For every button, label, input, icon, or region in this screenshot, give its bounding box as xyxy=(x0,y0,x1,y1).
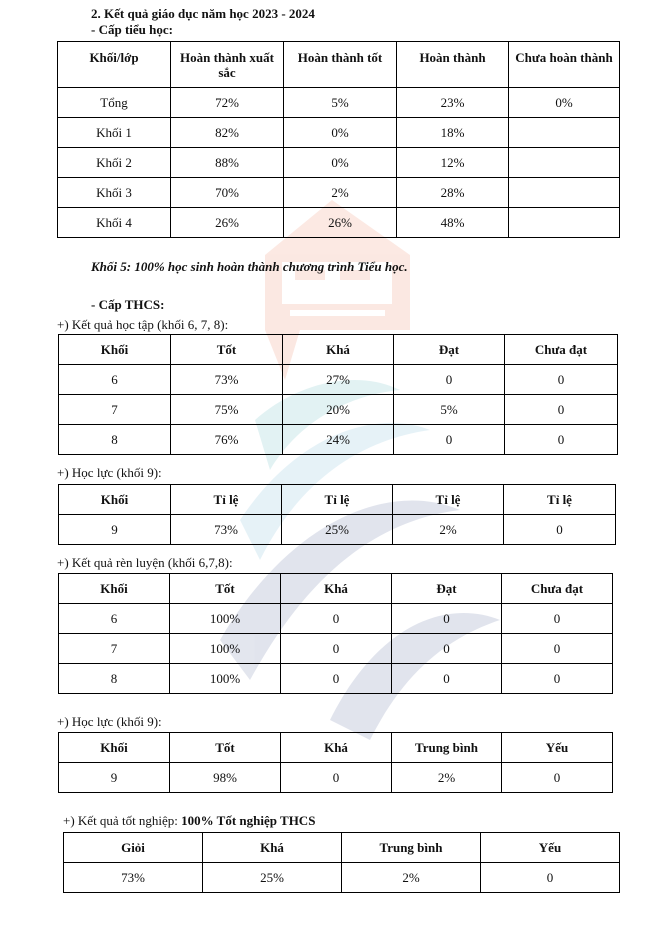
table-cell: 0 xyxy=(281,664,392,694)
header-cell: Khá xyxy=(283,335,394,365)
table-cell: 0 xyxy=(502,664,613,694)
header-cell: Khối xyxy=(59,574,170,604)
table-cell: 27% xyxy=(283,365,394,395)
table-cell: Khối 3 xyxy=(58,178,171,208)
table-cell: 0% xyxy=(509,88,620,118)
table-cell: 25% xyxy=(282,515,393,545)
table-cell: 72% xyxy=(171,88,284,118)
header-cell: Trung bình xyxy=(392,733,502,763)
graduation-caption-prefix: +) Kết quả tốt nghiệp: xyxy=(63,813,182,828)
table-row xyxy=(59,763,613,793)
table-cell: 2% xyxy=(392,763,502,793)
table-row xyxy=(58,88,620,118)
table-cell: 0 xyxy=(281,604,392,634)
graduation-caption xyxy=(63,813,315,829)
table-cell: 0% xyxy=(284,118,397,148)
table-cell: 73% xyxy=(171,515,282,545)
table-header-row xyxy=(59,485,616,515)
header-cell: Tỉ lệ xyxy=(282,485,393,515)
header-cell: Khối xyxy=(59,485,171,515)
table-row xyxy=(64,863,620,893)
header-cell: Chưa hoàn thành xyxy=(509,42,620,88)
table-cell: 7 xyxy=(59,395,171,425)
primary-results-table xyxy=(57,41,620,238)
table-row xyxy=(58,148,620,178)
header-cell: Khá xyxy=(281,733,392,763)
table-cell: 0 xyxy=(281,634,392,664)
table-cell: 2% xyxy=(284,178,397,208)
academic-g9-caption: +) Học lực (khối 9): xyxy=(57,465,162,480)
graduation-caption-bold: 100% Tốt nghiệp THCS xyxy=(181,813,316,828)
header-cell: Tốt xyxy=(170,733,281,763)
table-cell: 76% xyxy=(171,425,283,455)
table-cell: 0 xyxy=(505,365,618,395)
table-cell: 100% xyxy=(170,604,281,634)
table-cell: 25% xyxy=(203,863,342,893)
table-cell: 0 xyxy=(392,604,502,634)
table-cell: 0 xyxy=(281,763,392,793)
table-cell: 9 xyxy=(59,515,171,545)
table-cell xyxy=(509,118,620,148)
table-cell: 0 xyxy=(505,425,618,455)
primary-note: Khối 5: 100% học sinh hoàn thành chương trình Tiểu học. xyxy=(91,259,408,274)
primary-heading: - Cấp tiểu học: xyxy=(91,22,173,37)
section-title: 2. Kết quả giáo dục năm học 2023 - 2024 xyxy=(91,6,315,21)
header-cell: Giỏi xyxy=(64,833,203,863)
table-cell: 8 xyxy=(59,425,171,455)
header-cell: Yếu xyxy=(481,833,620,863)
header-cell: Hoàn thành tốt xyxy=(284,42,397,88)
table-cell: 98% xyxy=(170,763,281,793)
table-cell: 0 xyxy=(392,634,502,664)
table-cell: 0 xyxy=(392,664,502,694)
table-cell: 24% xyxy=(283,425,394,455)
table-cell: 12% xyxy=(397,148,509,178)
table-cell: 48% xyxy=(397,208,509,238)
header-cell: Tỉ lệ xyxy=(171,485,282,515)
header-cell: Yếu xyxy=(502,733,613,763)
table-cell: 0 xyxy=(504,515,616,545)
table-row xyxy=(59,664,613,694)
academic-g9-table xyxy=(58,484,616,545)
table-cell: 0 xyxy=(502,634,613,664)
table-cell xyxy=(509,148,620,178)
table-row xyxy=(59,634,613,664)
header-cell: Trung bình xyxy=(342,833,481,863)
header-cell: Đạt xyxy=(394,335,505,365)
table-cell: 2% xyxy=(393,515,504,545)
table-row xyxy=(59,604,613,634)
table-cell: 0 xyxy=(394,425,505,455)
header-cell: Tốt xyxy=(170,574,281,604)
table-cell: Tổng xyxy=(58,88,171,118)
table-cell xyxy=(509,208,620,238)
table-cell: Khối 4 xyxy=(58,208,171,238)
header-cell: Chưa đạt xyxy=(505,335,618,365)
table-cell: 18% xyxy=(397,118,509,148)
table-cell: 73% xyxy=(171,365,283,395)
table-cell: 6 xyxy=(59,604,170,634)
header-cell: Tốt xyxy=(171,335,283,365)
secondary-heading: - Cấp THCS: xyxy=(91,297,165,312)
table-cell: 7 xyxy=(59,634,170,664)
header-cell: Hoàn thành xuất sắc xyxy=(171,42,284,88)
table-cell: Khối 1 xyxy=(58,118,171,148)
table-cell: 0 xyxy=(502,763,613,793)
table-cell: 88% xyxy=(171,148,284,178)
table-cell xyxy=(509,178,620,208)
table-header-row xyxy=(59,574,613,604)
table-cell: 28% xyxy=(397,178,509,208)
table-row xyxy=(59,365,618,395)
table-cell: 73% xyxy=(64,863,203,893)
table-cell: 9 xyxy=(59,763,170,793)
table-cell: 8 xyxy=(59,664,170,694)
table-row xyxy=(59,425,618,455)
table-header-row xyxy=(64,833,620,863)
table-cell: 0 xyxy=(481,863,620,893)
table-cell: 100% xyxy=(170,634,281,664)
academic-g9-b-table xyxy=(58,732,613,793)
table-cell: 5% xyxy=(394,395,505,425)
table-cell: 75% xyxy=(171,395,283,425)
table-cell: 20% xyxy=(283,395,394,425)
header-cell: Khá xyxy=(203,833,342,863)
table-header-row xyxy=(59,733,613,763)
academic-g9-b-caption: +) Học lực (khối 9): xyxy=(57,714,162,729)
table-cell: 26% xyxy=(284,208,397,238)
table-cell: 6 xyxy=(59,365,171,395)
header-cell: Tỉ lệ xyxy=(504,485,616,515)
header-cell: Đạt xyxy=(392,574,502,604)
conduct-caption: +) Kết quả rèn luyện (khối 6,7,8): xyxy=(57,555,233,570)
table-cell: 0% xyxy=(284,148,397,178)
table-cell: 0 xyxy=(505,395,618,425)
table-cell: 70% xyxy=(171,178,284,208)
header-cell: Khối xyxy=(59,335,171,365)
header-cell: Khá xyxy=(281,574,392,604)
conduct-table xyxy=(58,573,613,694)
table-header-row xyxy=(59,335,618,365)
graduation-table xyxy=(63,832,620,893)
table-cell: 0 xyxy=(394,365,505,395)
table-cell: 23% xyxy=(397,88,509,118)
header-cell: Khối/lớp xyxy=(58,42,171,88)
table-cell: 5% xyxy=(284,88,397,118)
header-cell: Tỉ lệ xyxy=(393,485,504,515)
table-cell: 26% xyxy=(171,208,284,238)
table-cell: 100% xyxy=(170,664,281,694)
table-cell: 2% xyxy=(342,863,481,893)
table-row xyxy=(58,208,620,238)
header-cell: Hoàn thành xyxy=(397,42,509,88)
header-cell: Khối xyxy=(59,733,170,763)
table-header-row xyxy=(58,42,620,88)
table-cell: 0 xyxy=(502,604,613,634)
study-results-caption: +) Kết quả học tập (khối 6, 7, 8): xyxy=(57,317,229,332)
study-results-table xyxy=(58,334,618,455)
header-cell: Chưa đạt xyxy=(502,574,613,604)
table-cell: 82% xyxy=(171,118,284,148)
table-row xyxy=(58,118,620,148)
table-row xyxy=(58,178,620,208)
table-row xyxy=(59,395,618,425)
table-cell: Khối 2 xyxy=(58,148,171,178)
table-row xyxy=(59,515,616,545)
